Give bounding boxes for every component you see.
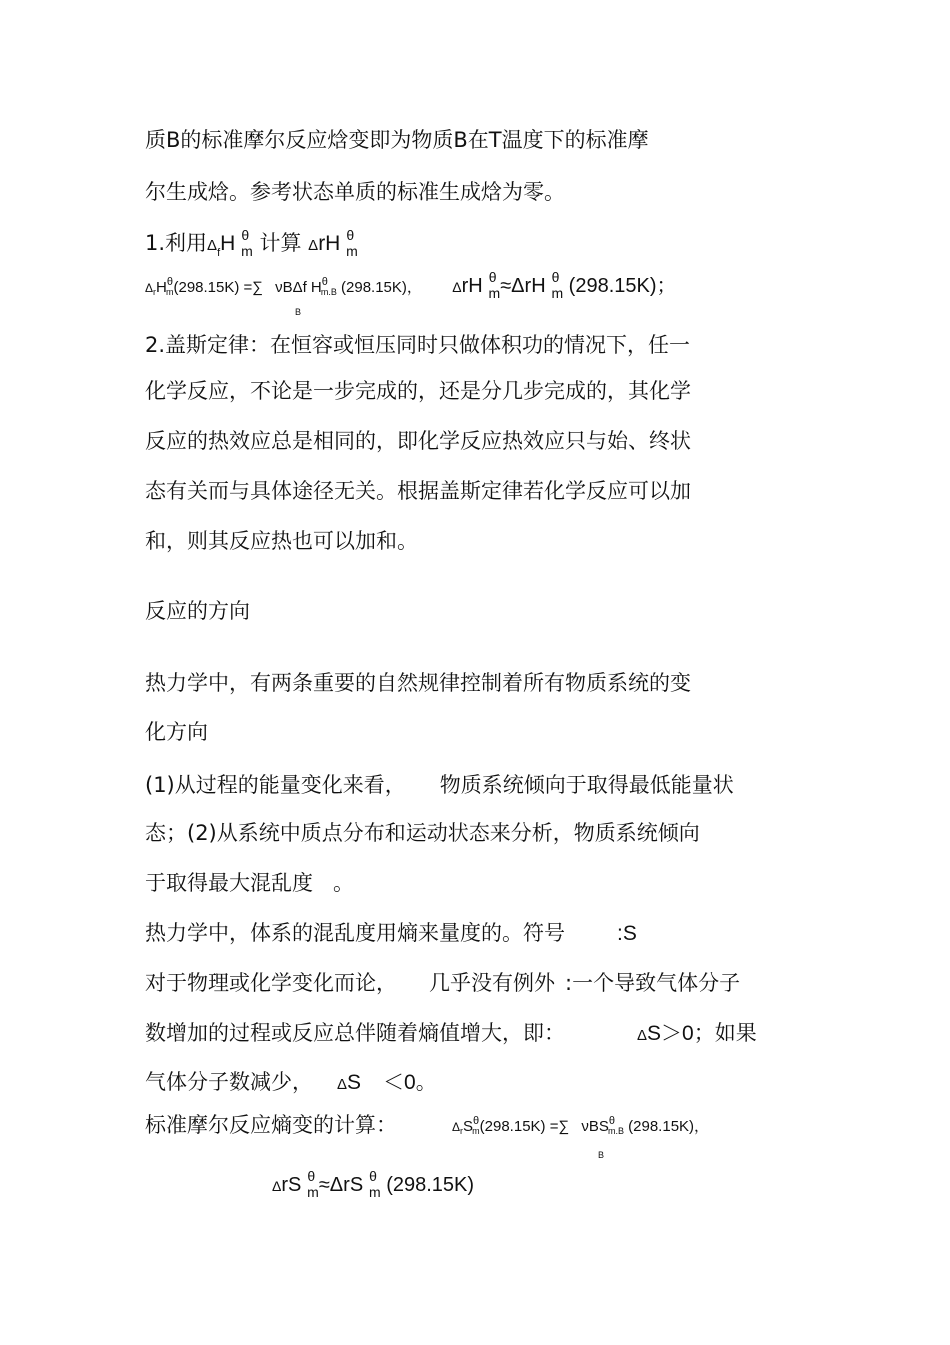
subscript-r: r: [153, 287, 157, 297]
superscript-theta: θ: [307, 1168, 316, 1184]
text-fragment: :一个导致气体分子: [565, 971, 741, 995]
text-line: [145, 771, 734, 799]
item1-prefix: 1.利用: [145, 231, 208, 255]
text-fragment: 对于物理或化学变化而论，: [145, 971, 397, 995]
delta-symbol: Δ: [637, 1027, 648, 1044]
argument: (298.15K)，: [628, 1118, 710, 1135]
superscript-theta: θ: [369, 1168, 377, 1184]
delta-symbol: Δ: [308, 237, 319, 254]
sum-sign: =∑: [549, 1118, 570, 1135]
subscript-m: m: [241, 243, 253, 259]
argument-end: (298.15K): [386, 1174, 475, 1196]
text-line: 质B的标准摩尔反应焓变即为物质B在T温度下的标准摩: [145, 128, 649, 152]
subscript-f: f: [217, 247, 221, 259]
superscript-theta: θ: [346, 227, 355, 243]
subscript-r: r: [460, 1126, 464, 1136]
argument: (298.15K): [173, 279, 240, 296]
text-line: [145, 969, 740, 997]
superscript-theta: θ: [241, 227, 250, 243]
symbol-h: H: [310, 279, 322, 296]
text-fragment: S＞0；如果: [647, 1022, 757, 1045]
approx-delta: ≈Δ: [318, 1174, 344, 1196]
entropy-approx: [272, 1168, 475, 1200]
text-fragment: 。: [333, 871, 354, 895]
symbol-rs: rS: [281, 1174, 302, 1196]
text-line: 2.盖斯定律：在恒容或恒压同时只做体积功的情况下，任一: [145, 333, 691, 357]
delta-symbol: Δ: [272, 1178, 282, 1194]
subscript-m: m: [488, 285, 501, 301]
subscript-mb: m.B: [607, 1126, 624, 1136]
text-fragment: ＜0。: [383, 1071, 437, 1094]
approx-delta: ≈Δ: [500, 275, 525, 297]
text-line: [145, 869, 354, 897]
item1-mid: 计算: [259, 231, 302, 255]
text-line: 化方向: [145, 720, 208, 744]
delta-symbol: Δ: [452, 1120, 461, 1134]
superscript-theta: θ: [608, 1115, 615, 1127]
text-line: 反应的热效应总是相同的，即化学反应热效应只与始、终状: [145, 429, 691, 453]
delta-symbol: Δ: [145, 281, 154, 295]
text-line: 热力学中，有两条重要的自然规律控制着所有物质系统的变: [145, 671, 691, 695]
text-line: [145, 919, 637, 948]
text-fragment: 物质系统倾向于取得最低能量状: [439, 773, 734, 797]
symbol-s: S: [347, 1071, 362, 1094]
text-line: 态有关而与具体途径无关。根据盖斯定律若化学反应可以加: [145, 479, 691, 503]
symbol-rh: rH: [318, 232, 341, 255]
subscript-m: m: [551, 285, 564, 301]
argument-end: (298.15K)；: [568, 275, 677, 297]
text-fragment: 于取得最大混乱度: [145, 871, 313, 895]
subscript-m: m: [307, 1184, 319, 1200]
text-fragment: 几乎没有例外: [429, 971, 555, 995]
argument: (298.15K): [341, 279, 407, 296]
symbol-s: :S: [617, 922, 637, 945]
text-line: 态；(2)从系统中质点分布和运动状态来分析，物质系统倾向: [145, 821, 700, 845]
item1-line: [145, 229, 358, 261]
delta-symbol: Δ: [337, 1076, 348, 1093]
subscript-m: m: [472, 1126, 480, 1136]
symbol-rh: rH: [524, 275, 546, 297]
argument: (298.15K): [479, 1118, 546, 1135]
text-fragment: 气体分子数减少，: [145, 1070, 313, 1094]
text-fragment: 数增加的过程或反应总伴随着熵值增大，即：: [145, 1021, 565, 1045]
nu-b-s: νBS: [581, 1118, 609, 1135]
superscript-theta: θ: [166, 276, 173, 288]
delta-symbol: Δ: [452, 279, 462, 295]
entropy-formula: [452, 1113, 710, 1160]
symbol-rs: rS: [343, 1174, 364, 1196]
symbol-s: S: [463, 1118, 474, 1135]
superscript-theta: θ: [321, 276, 328, 288]
subscript-m: m: [368, 1184, 381, 1200]
symbol-h: H: [220, 232, 236, 255]
subscript-b: B: [295, 307, 302, 317]
symbol-rh: rH: [461, 275, 483, 297]
text-fragment: (1)从过程的能量变化来看，: [145, 773, 406, 797]
superscript-theta: θ: [488, 269, 497, 285]
subscript-m: m: [346, 243, 358, 259]
subscript-b: B: [598, 1150, 605, 1160]
superscript-theta: θ: [473, 1115, 480, 1127]
subscript-m: m: [165, 287, 174, 297]
symbol-h: H: [156, 279, 167, 296]
text-line: [145, 1068, 437, 1099]
text-line: 尔生成焓。参考状态单质的标准生成焓为零。: [145, 180, 565, 204]
enthalpy-formula: [145, 269, 677, 317]
text-line: 和，则其反应热也可以加和。: [145, 529, 418, 553]
comma: ，: [406, 279, 422, 296]
superscript-theta: θ: [551, 269, 560, 285]
sum-sign: =∑: [243, 279, 263, 296]
subscript-mb: m.B: [320, 287, 337, 297]
text-line: 标准摩尔反应熵变的计算：: [145, 1113, 397, 1137]
text-fragment: 热力学中，体系的混乱度用熵来量度的。符号: [145, 921, 565, 945]
nu-b-delta-f: νBΔf: [275, 279, 307, 296]
text-line: [145, 1019, 757, 1050]
delta-symbol: Δ: [207, 237, 218, 254]
text-line: 化学反应，不论是一步完成的，还是分几步完成的，其化学: [145, 379, 691, 403]
section-heading: 反应的方向: [145, 599, 250, 623]
